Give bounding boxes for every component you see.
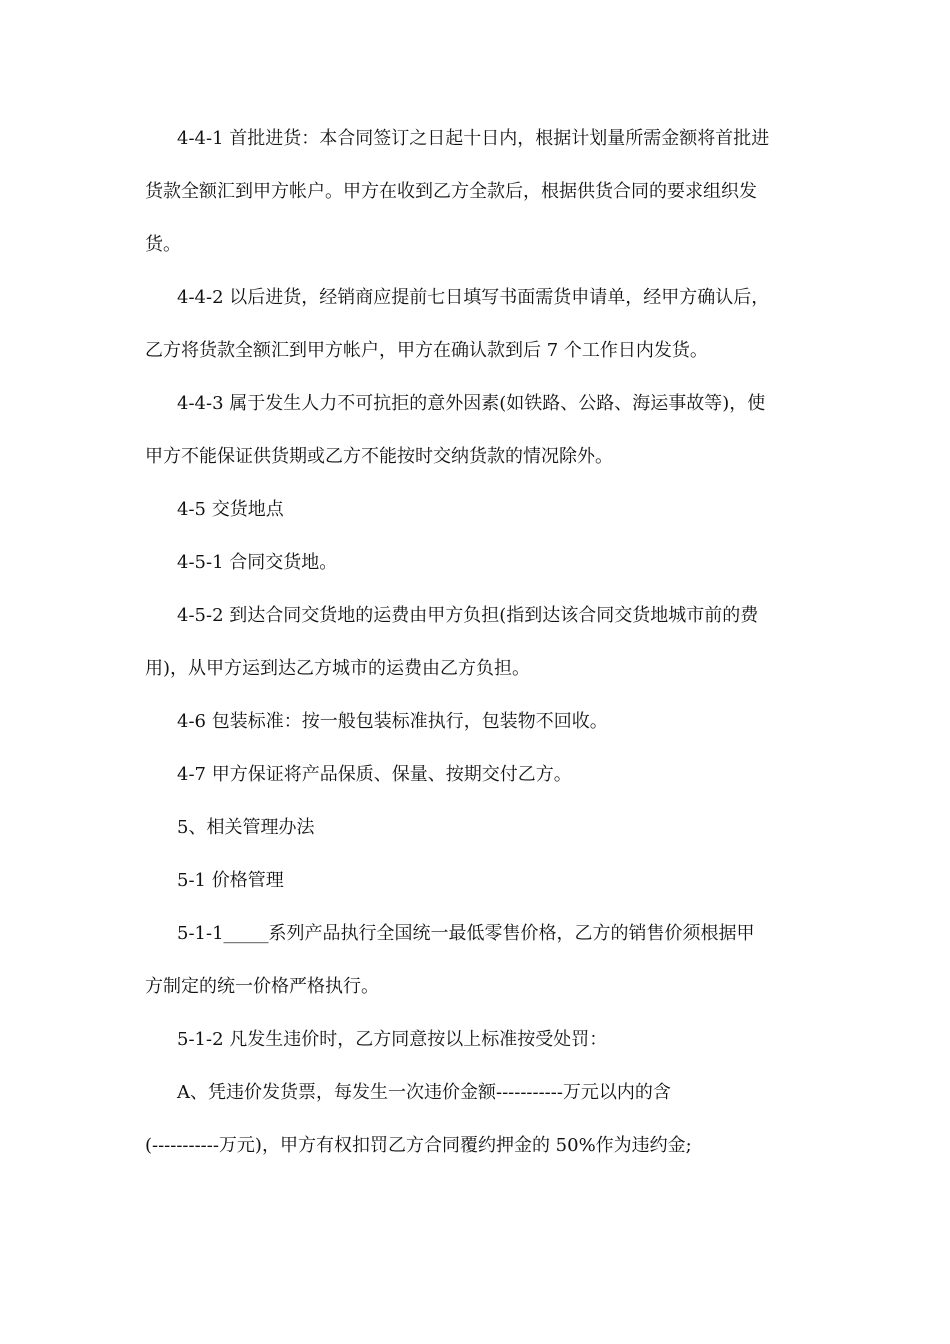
paragraph-line: 4-6 包装标准：按一般包装标准执行，包装物不回收。 [177,711,608,732]
paragraph-line: 4-4-1 首批进货：本合同签订之日起十日内，根据计划量所需金额将首批进 [177,128,770,149]
paragraph-line: (-----------万元)，甲方有权扣罚乙方合同覆约押金的 50%作为违约金; [145,1135,692,1156]
paragraph-line: 4-5-2 到达合同交货地的运费由甲方负担(指到达该合同交货地城市前的费 [177,605,759,626]
section-heading [145,483,805,536]
section-heading [145,801,805,854]
paragraph-line: 货。 [145,234,181,255]
paragraph [145,1013,805,1066]
paragraph [145,589,805,695]
paragraph-line: 4-5 交货地点 [177,499,284,520]
paragraph-line: 方制定的统一价格严格执行。 [145,976,379,997]
paragraph [145,748,805,801]
paragraph [145,377,805,483]
paragraph [145,112,805,271]
paragraph-line: 货款全额汇到甲方帐户。甲方在收到乙方全款后，根据供货合同的要求组织发 [145,181,757,202]
paragraph [145,536,805,589]
paragraph-line: 5、相关管理办法 [177,817,315,838]
paragraph-line: 5-1 价格管理 [177,870,284,891]
paragraph-line: 甲方不能保证供货期或乙方不能按时交纳货款的情况除外。 [145,446,613,467]
paragraph-line: 4-4-3 属于发生人力不可抗拒的意外因素(如铁路、公路、海运事故等)，使 [177,393,766,414]
document-page [145,112,805,1172]
paragraph-line: 4-4-2 以后进货，经销商应提前七日填写书面需货申请单，经甲方确认后， [177,287,770,308]
paragraph-line: 4-7 甲方保证将产品保质、保量、按期交付乙方。 [177,764,572,785]
paragraph-line: 5-1-2 凡发生违价时，乙方同意按以上标准按受处罚： [177,1029,608,1050]
section-heading [145,854,805,907]
paragraph [145,271,805,377]
paragraph [145,1066,805,1172]
paragraph [145,695,805,748]
paragraph-line: A、凭违价发货票，每发生一次违价金额-----------万元以内的含 [177,1082,671,1103]
paragraph [145,907,805,1013]
paragraph-line: 乙方将货款全额汇到甲方帐户，甲方在确认款到后 7 个工作日内发货。 [145,340,708,361]
paragraph-line: 5-1-1_____系列产品执行全国统一最低零售价格，乙方的销售价须根据甲 [177,923,755,944]
paragraph-line: 用)，从甲方运到达乙方城市的运费由乙方负担。 [145,658,531,679]
paragraph-line: 4-5-1 合同交货地。 [177,552,338,573]
